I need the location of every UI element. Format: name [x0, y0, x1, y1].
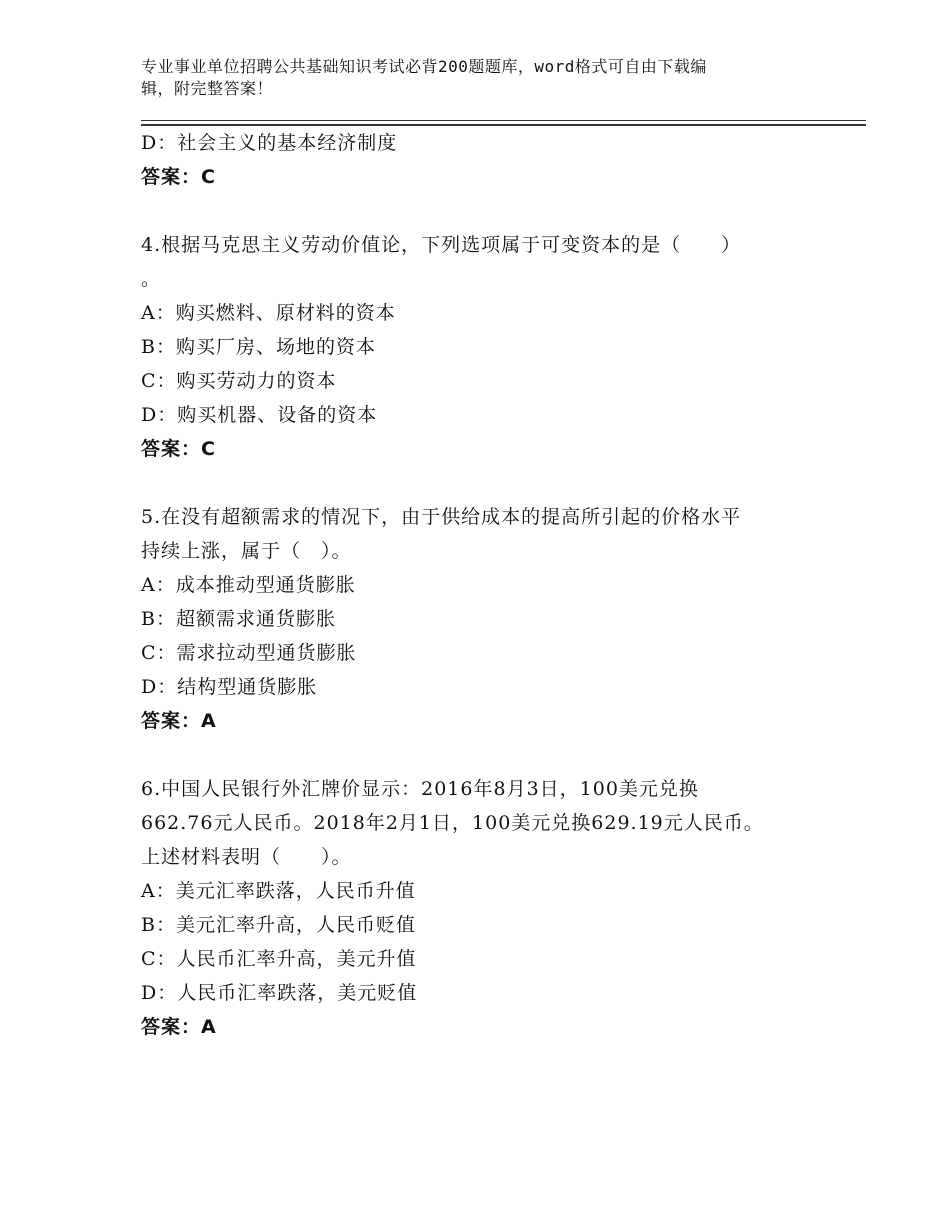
prev-answer: 答案：C: [141, 166, 216, 188]
option-c: C：人民币汇率升高，美元升值: [141, 948, 417, 970]
question-stem: 6.中国人民银行外汇牌价显示：2016年8月3日，100美元兑换: [141, 778, 699, 800]
option-b: B：购买厂房、场地的资本: [141, 336, 376, 358]
option-a: A：成本推动型通货膨胀: [141, 574, 356, 596]
question-content: [141, 126, 841, 1044]
prev-option-d: D：社会主义的基本经济制度: [141, 132, 398, 154]
spacer: [141, 466, 841, 500]
question-4: [141, 228, 841, 466]
question-stem: 4.根据马克思主义劳动价值论，下列选项属于可变资本的是（ ）: [141, 234, 742, 256]
answer: 答案：A: [141, 710, 217, 732]
question-stem-cont: 持续上涨，属于（ ）。: [141, 540, 352, 562]
option-a: A：购买燃料、原材料的资本: [141, 302, 396, 324]
option-b: B：超额需求通货膨胀: [141, 608, 336, 630]
option-c: C：购买劳动力的资本: [141, 370, 337, 392]
question-5: [141, 500, 841, 738]
header-title-line1: 专业事业单位招聘公共基础知识考试必背200题题库，word格式可自由下载编: [141, 57, 707, 76]
spacer: [141, 738, 841, 772]
option-d: D：结构型通货膨胀: [141, 676, 318, 698]
answer: 答案：C: [141, 438, 216, 460]
question-stem-cont: 662.76元人民币。2018年2月1日，100美元兑换629.19元人民币。: [141, 812, 764, 834]
option-a: A：美元汇率跌落，人民币升值: [141, 880, 416, 902]
question-stem-cont: 。: [141, 268, 162, 290]
question-stem: 5.在没有超额需求的情况下，由于供给成本的提高所引起的价格水平: [141, 506, 742, 528]
spacer: [141, 194, 841, 228]
question-stem-cont: 上述材料表明（ ）。: [141, 846, 352, 868]
header-divider-thin: [141, 120, 866, 121]
header-title-line2: 辑，附完整答案！: [141, 79, 274, 98]
page-header: [141, 56, 801, 100]
option-b: B：美元汇率升高，人民币贬值: [141, 914, 416, 936]
answer: 答案：A: [141, 1016, 217, 1038]
question-6: [141, 772, 841, 1044]
option-c: C：需求拉动型通货膨胀: [141, 642, 357, 664]
option-d: D：购买机器、设备的资本: [141, 404, 378, 426]
option-d: D：人民币汇率跌落，美元贬值: [141, 982, 418, 1004]
